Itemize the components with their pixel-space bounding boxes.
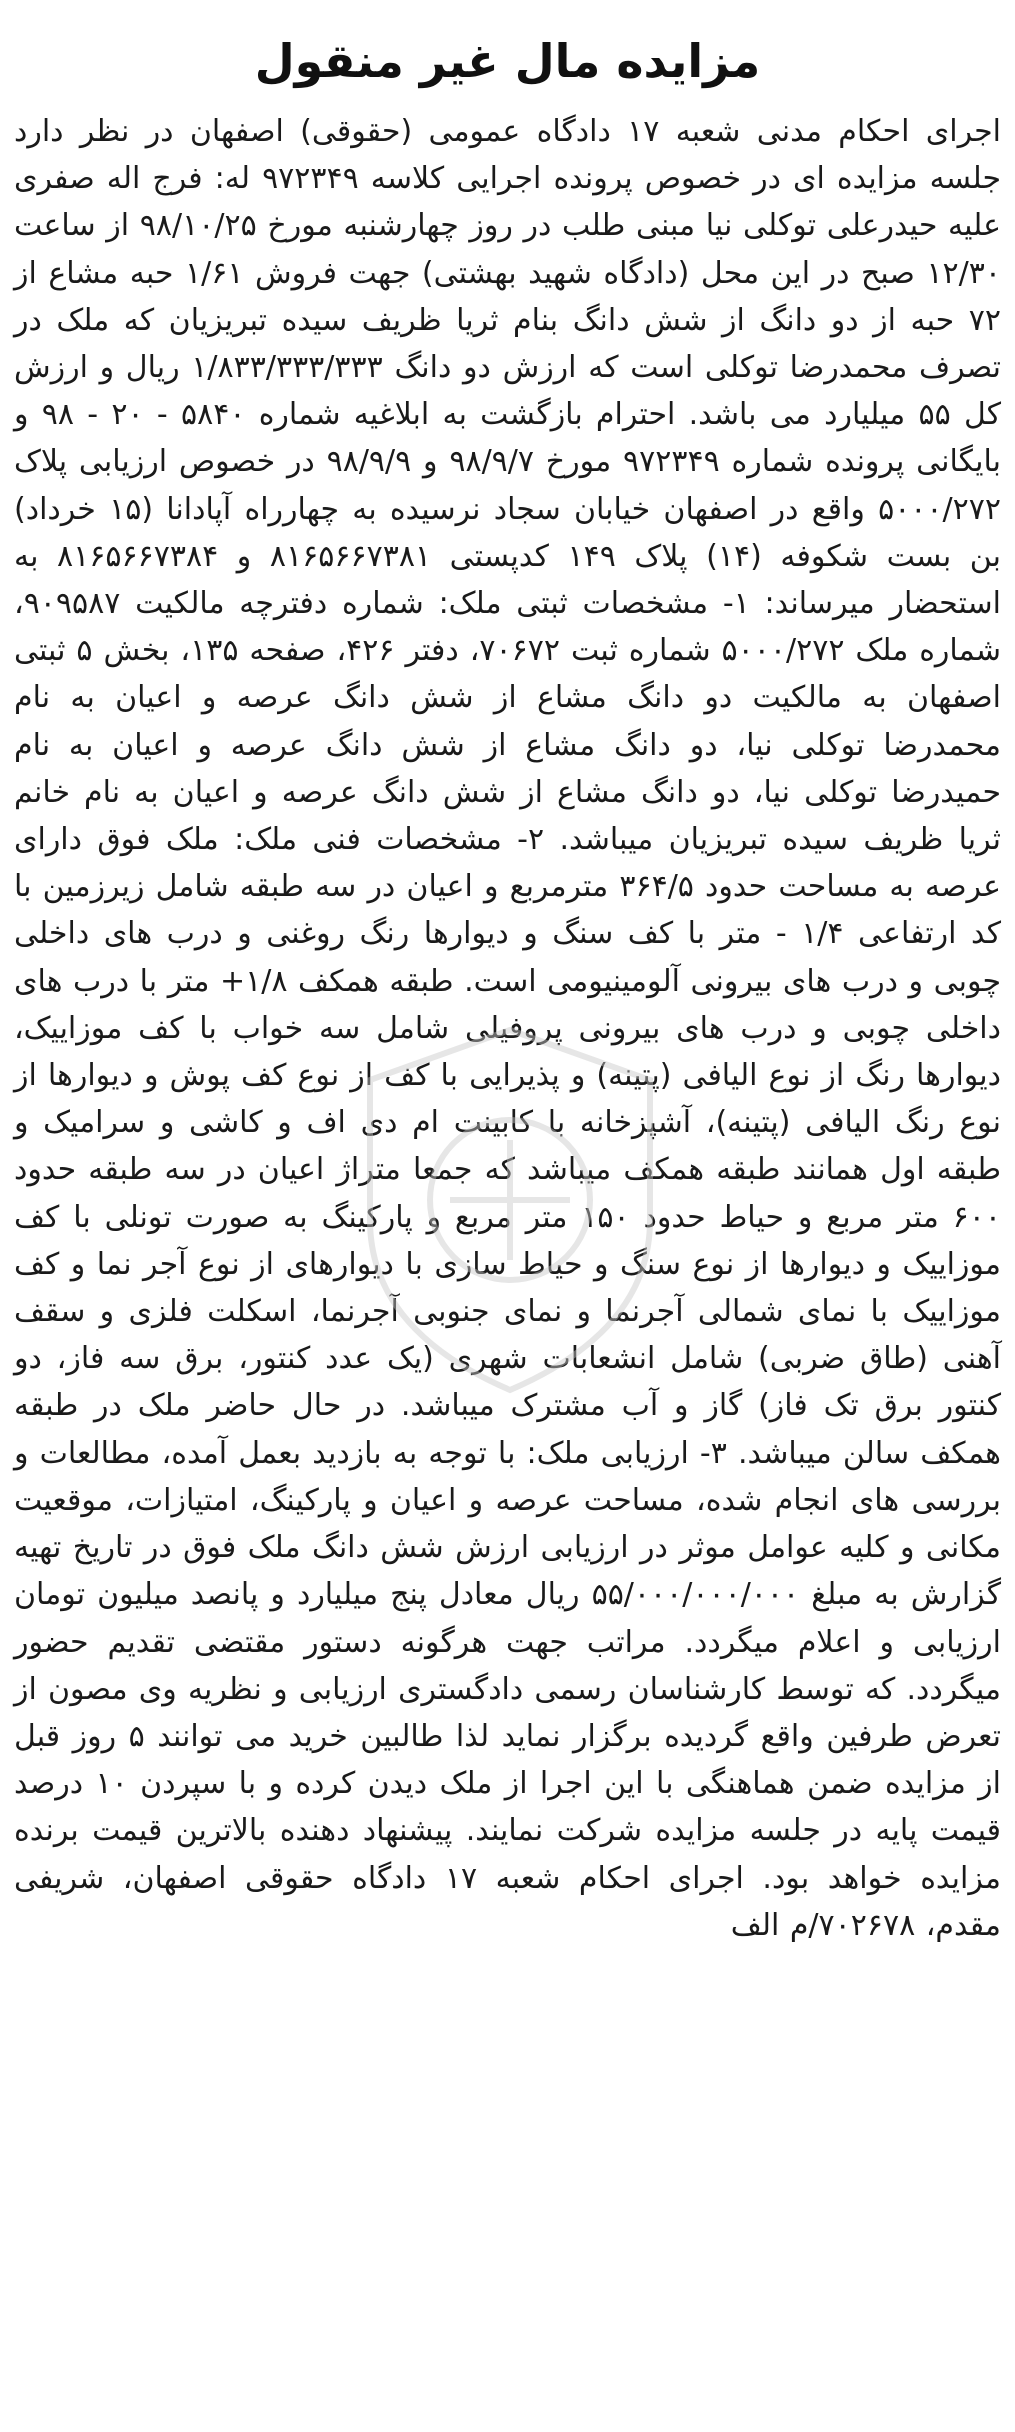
notice-body: اجرای احکام مدنی شعبه ۱۷ دادگاه عمومی (حقوقی) اصفهان در نظر دارد جلسه مزایده ای در خصوص پرونده اجرایی کلاسه ۹۷۲۳۴۹ له: فرج اله صفری علیه حیدرعلی توکلی نیا مبنی طلب در روز چهارشنبه مورخ ۹۸/۱۰/۲۵ از ساعت ۱۲/۳۰ صبح در این محل (دادگاه شهید بهشتی) جهت فروش ۱/۶۱ حبه مشاع از ۷۲ حبه از دو دانگ از شش دانگ بنام ثریا ظریف سیده تبریزیان که ملک در تصرف محمدرضا توکلی است که ارزش دو دانگ ۱/۸۳۳/۳۳۳/۳۳۳ ریال و ارزش کل ۵۵ میلیارد می باشد. احترام بازگشت به ابلاغیه شماره ۵۸۴۰ - ۲۰ - ۹۸ و بایگانی پرونده شماره ۹۷۲۳۴۹ مورخ ۹۸/۹/۷ و ۹۸/۹/۹ در خصوص ارزیابی پلاک ۵۰۰۰/۲۷۲ واقع در اصفهان خیابان سجاد نرسیده به چهارراه آپادانا (۱۵ خرداد) بن بست شکوفه (۱۴) پلاک ۱۴۹ کدپستی ۸۱۶۵۶۶۷۳۸۱ و ۸۱۶۵۶۶۷۳۸۴ به استحضار میرساند: ۱- مشخصات ثبتی ملک: شماره دفترچه مالکیت ۹۰۹۵۸۷، شماره ملک ۵۰۰۰/۲۷۲ شماره ثبت ۷۰۶۷۲، دفتر ۴۲۶، صفحه ۱۳۵، بخش ۵ ثبتی اصفهان به مالکیت دو دانگ مشاع از شش دانگ عرصه و اعیان به نام محمدرضا توکلی نیا، دو دانگ مشاع از شش دانگ عرصه و اعیان به نام حمیدرضا توکلی نیا، دو دانگ مشاع از شش دانگ عرصه و اعیان به نام خانم ثریا ظریف سیده تبریزیان میباشد. ۲- مشخصات فنی ملک: ملک فوق دارای عرصه به مساحت حدود ۳۶۴/۵ مترمربع و اعیان در سه طبقه شامل زیرزمین با کد ارتفاعی ۱/۴ - متر با کف سنگ و دیوارها رنگ روغنی و درب های داخلی چوبی و درب های بیرونی آلومینیومی است. طبقه همکف ۱/۸+ متر با درب های داخلی چوبی و درب های بیرونی پروفیلی شامل سه خواب با کف موزاییک، دیوارها رنگ از نوع الیافی (پتینه) و پذیرایی با کف از نوع کف پوش و دیوارها از نوع رنگ الیافی (پتینه)، آشپزخانه با کابینت ام دی اف و کاشی و سرامیک و طبقه اول همانند طبقه همکف میباشد که جمعا متراژ اعیان در سه طبقه حدود ۶۰۰ متر مربع و حیاط حدود ۱۵۰ متر مربع و پارکینگ به صورت تونلی با کف موزاییک و دیوارها از نوع سنگ و حیاط سازی با دیوارهای از نوع آجر نما و کف موزاییک با نمای شمالی آجرنما و نمای جنوبی آجرنما، اسکلت فلزی و سقف آهنی (طاق ضربی) شامل انشعابات شهری (یک عدد کنتور، برق سه فاز، دو کنتور برق تک فاز) گاز و آب مشترک میباشد. در حال حاضر ملک در طبقه همکف سالن میباشد. ۳- ارزیابی ملک: با توجه به بازدید بعمل آمده، مطالعات و بررسی های انجام شده، مساحت عرصه و اعیان و پارکینگ، امتیازات، موقعیت مکانی و کلیه عوامل موثر در ارزیابی ارزش شش دانگ ملک فوق در تاریخ تهیه گزارش به مبلغ ۵۵/۰۰۰/۰۰۰/۰۰۰ ریال معادل پنج میلیارد و پانصد میلیون تومان ارزیابی و اعلام میگردد. مراتب جهت هرگونه دستور مقتضی تقدیم حضور میگردد. که توسط کارشناسان رسمی دادگستری ارزیابی و نظریه وی مصون از تعرض طرفین واقع گردیده برگزار نماید لذا طالبین خرید می توانند ۵ روز قبل از مزایده ضمن هماهنگی با این اجرا از ملک دیدن کرده و با سپردن ۱۰ درصد قیمت پایه در جلسه مزایده شرکت نمایند. پیشنهاد دهنده بالاترین قیمت برنده مزایده خواهد بود. اجرای احکام شعبه ۱۷ دادگاه حقوقی اصفهان، شریفی مقدم، ۷۰۲۶۷۸/م الف xyxy=(14,114,1002,1943)
notice-title: مزایده مال غیر منقول xyxy=(254,34,761,88)
